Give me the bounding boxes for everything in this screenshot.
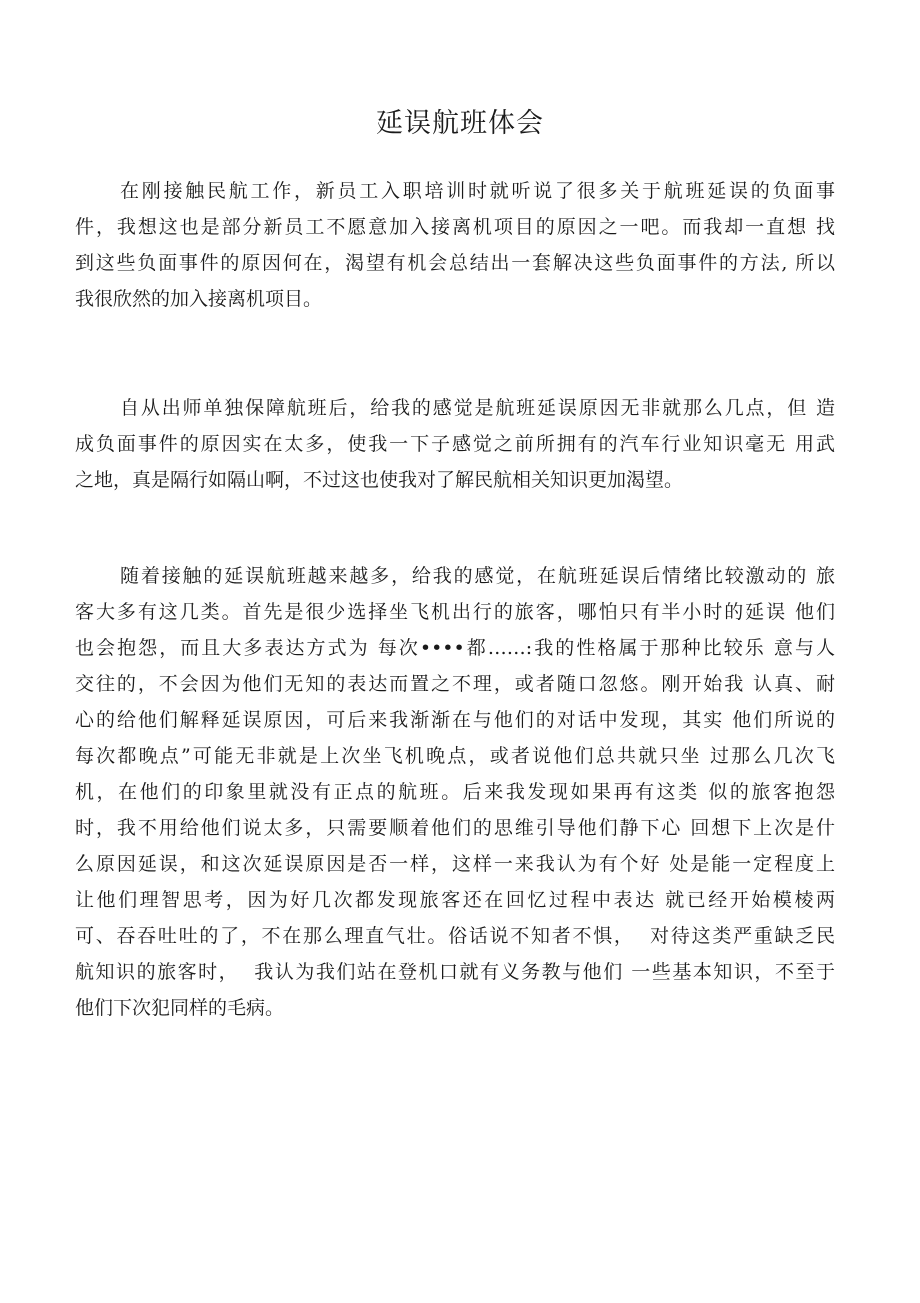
- paragraph-line: 让他们理智思考，因为好几次都发现旅客还在回忆过程中表达 就已经开始模棱两: [75, 889, 835, 911]
- paragraph-line: 随着接触的延误航班越来越多，给我的感觉，在航班延误后情绪比较激动的 旅: [120, 565, 835, 587]
- paragraph-1: [75, 173, 835, 317]
- paragraph-line: 到这些负面事件的原因何在，渴望有机会总结出一套解决这些负面事件的方法, 所以: [75, 252, 835, 274]
- paragraph-line: 成负面事件的原因实在太多，使我一下子感觉之前所拥有的汽车行业知识毫无 用武: [75, 433, 835, 455]
- paragraph-line: 我很欣然的加入接离机项目。: [75, 288, 323, 310]
- paragraph-line: 时，我不用给他们说太多，只需要顺着他们的思维引导他们静下心 回想下上次是什: [75, 817, 835, 839]
- paragraph-3: [75, 558, 835, 1026]
- paragraph-line: 自从出师单独保障航班后，给我的感觉是航班延误原因无非就那么几点，但 造: [120, 397, 835, 419]
- paragraph-line: 么原因延误，和这次延误原因是否一样，这样一来我认为有个好 处是能一定程度上: [75, 853, 835, 875]
- paragraph-line: 交往的，不会因为他们无知的表达而置之不理，或者随口忽悠。刚开始我 认真、耐: [75, 673, 835, 695]
- paragraph-line: 航知识的旅客时， 我认为我们站在登机口就有义务教与他们 一些基本知识，不至于: [75, 961, 835, 983]
- paragraph-line: 心的给他们解释延误原因，可后来我渐渐在与他们的对话中发现，其实 他们所说的: [75, 709, 835, 731]
- paragraph-line: 在刚接触民航工作，新员工入职培训时就听说了很多关于航班延误的负面事: [120, 180, 835, 202]
- paragraph-line: 也会抱怨，而且大多表达方式为 每次••••都……:我的性格属于那种比较乐 意与人: [75, 637, 835, 659]
- paragraph-line: 他们下次犯同样的毛病。: [75, 997, 285, 1019]
- paragraph-line: 件，我想这也是部分新员工不愿意加入接离机项目的原因之一吧。而我却一直想 找: [75, 216, 835, 238]
- paragraph-line: 机，在他们的印象里就没有正点的航班。后来我发现如果再有这类 似的旅客抱怨: [75, 781, 835, 803]
- paragraph-line: 每次都晚点”可能无非就是上次坐飞机晚点，或者说他们总共就只坐 过那么几次飞: [75, 745, 835, 767]
- paragraph-line: 之地，真是隔行如隔山啊，不过这也使我对了解民航相关知识更加渴望。: [75, 469, 684, 491]
- paragraph-2: [75, 390, 835, 498]
- paragraph-line: 客大多有这几类。首先是很少选择坐飞机出行的旅客，哪怕只有半小时的延误 他们: [75, 601, 835, 623]
- document-title: 延误航班体会: [376, 108, 544, 139]
- paragraph-line: 可、吞吞吐吐的了，不在那么理直气壮。俗话说不知者不惧， 对待这类严重缺乏民: [75, 925, 835, 947]
